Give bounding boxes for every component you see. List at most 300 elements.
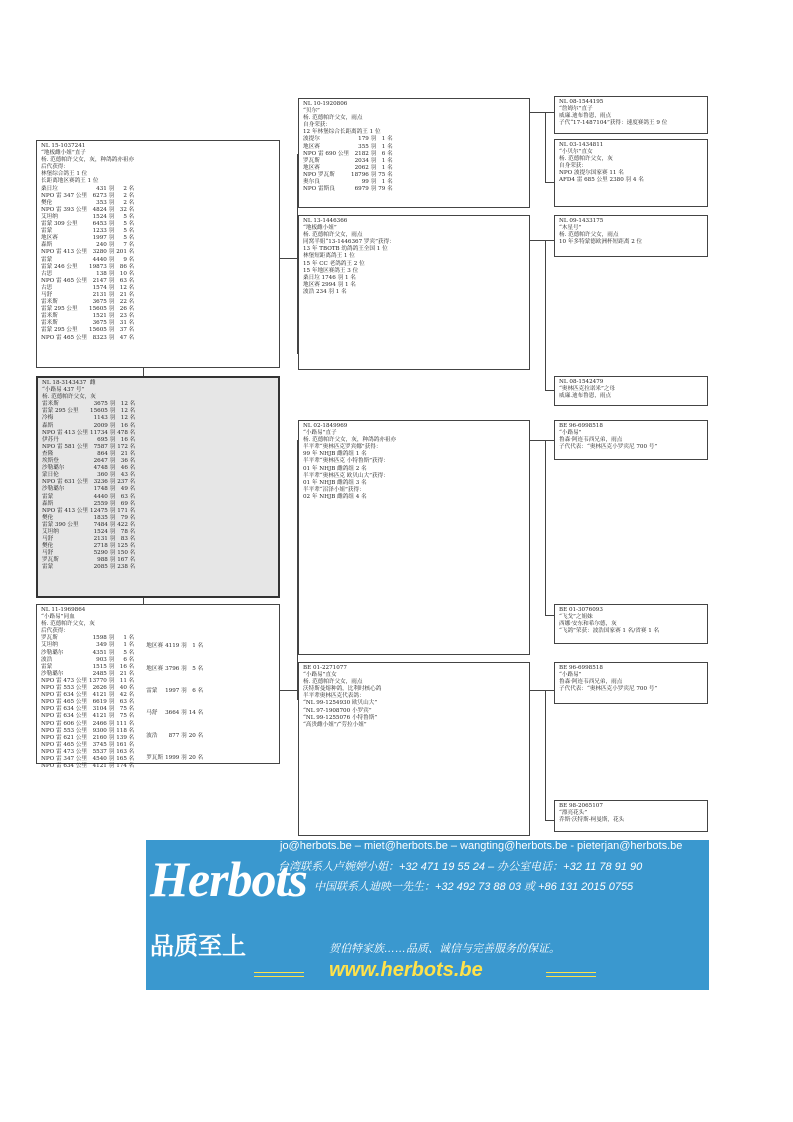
race-name: 雷蒙 (42, 564, 54, 571)
info-line: “詹姆尔”直子 (559, 106, 593, 113)
info-line: NL 08-1544195 (559, 99, 604, 105)
bird-count: 1233 羽 (92, 228, 115, 235)
placing: 75 名 (378, 171, 393, 178)
info-line: 林堡综合鸽王 1 位 (41, 171, 88, 178)
info-line: BE 01-3076093 (559, 607, 603, 613)
info-line: 杨. 范德帕许父女，灰 (42, 394, 96, 401)
bird-count: 2626 羽 (92, 685, 115, 692)
info-line: 13 年 TBOTB 幼鸽鸽王全国 1 位 (303, 246, 388, 253)
connector (545, 615, 554, 616)
result-row (42, 430, 137, 437)
info-line: “贝尔” (303, 108, 320, 115)
info-line: 地区赛 2994 羽 1 名 (303, 281, 356, 288)
bird-count: 1835 羽 (93, 514, 116, 521)
result-row (42, 515, 137, 522)
race-name: NPO 雷 465 公里 (41, 277, 88, 284)
race-name: NPO 雷 347 公里 (41, 192, 88, 199)
placing: 49 名 (120, 486, 136, 493)
placing: 21 名 (120, 450, 136, 457)
result-row (41, 264, 136, 271)
placing: 36 名 (120, 458, 136, 465)
race-name: 雷米斯 (41, 299, 58, 306)
connector (545, 440, 546, 615)
race-name: 古思 (41, 284, 53, 291)
connector (280, 690, 297, 691)
result-row (41, 642, 136, 649)
info-line: 乔斯·沃特斯-柯曼斯，花头 (559, 817, 625, 824)
info-line: 西娜·安东和希尔德，灰 (559, 621, 617, 628)
bird-count: 4351 羽 (92, 649, 115, 656)
result-row (41, 728, 136, 735)
race-name: 马舒 (42, 550, 54, 557)
result-row (41, 186, 136, 193)
bird-count: 8323 羽 (92, 334, 115, 341)
race-name: NPO 雷 413 公里 (42, 507, 89, 514)
result-row (42, 508, 137, 515)
placing: 32 名 (119, 206, 135, 213)
bird-count: 18796 羽 (351, 171, 377, 178)
info-line: NL 18-3143437 雌 (42, 380, 96, 386)
race-name: 马舒 (41, 291, 53, 298)
info-line: 杨. 范德帕许父女，灰 (559, 156, 613, 163)
placing: 7 名 (123, 242, 135, 249)
placing: 1 名 (381, 136, 393, 143)
placing: 1 名 (381, 157, 393, 164)
result-row (146, 703, 205, 725)
info-line: NL 08-1542479 (559, 379, 604, 385)
bird-count: 1997 羽 (92, 235, 115, 242)
race-name: 罗瓦斯 (303, 157, 320, 164)
bird-count: 2131 羽 (92, 291, 115, 298)
bird-count: 360 羽 (97, 472, 116, 479)
placing: 1 名 (192, 643, 204, 650)
placing: 172 名 (117, 443, 136, 450)
result-row (41, 763, 136, 770)
info-line: 杨. 范德帕许父女，雨点 (559, 232, 619, 239)
race-name: 伊苏丹 (42, 436, 59, 443)
race-name: NPO 雷 621 公里 (41, 734, 88, 741)
bird-count: 19873 羽 (89, 263, 115, 270)
bird-count: 903 羽 (96, 656, 115, 663)
race-name: 地区赛 (41, 235, 58, 242)
sss-info (559, 99, 703, 127)
race-name: 罗瓦斯 (42, 557, 59, 564)
bird-count: 6453 羽 (92, 221, 115, 228)
race-name: 雷蒙 (41, 663, 53, 670)
info-line: 15 年地区赛鸽王 3 位 (303, 267, 359, 274)
info-line: NL 11-1969864 (41, 607, 86, 613)
race-name: 雷米斯 (41, 313, 58, 320)
dam-sire-sire-card (554, 420, 708, 460)
contact-phone-china: 中国联系人迪映一先生：+32 492 73 88 03 或 +86 131 2015 0755 (314, 881, 634, 893)
info-line: 99 年 NHJB 雌鸽组 1 名 (303, 451, 367, 458)
connector (545, 820, 554, 821)
dam-info (41, 607, 275, 635)
connector (545, 182, 554, 183)
bird-count: 1524 羽 (93, 528, 116, 535)
info-line: 半平辈“奥林匹克 小特鲁斯”获得： (303, 458, 389, 465)
bird-count: 2647 羽 (93, 458, 116, 465)
placing: 12 名 (119, 284, 135, 291)
info-line: “小路易” (559, 672, 582, 679)
info-line: “NL 99-1254930 欧贝山大” (303, 700, 378, 707)
placing: 237 名 (117, 479, 136, 486)
bird-count: 2062 羽 (354, 164, 377, 171)
info-line: “奥林匹克拉诺米”之母 (559, 386, 616, 393)
placing: 20 名 (188, 755, 204, 762)
race-name: NPO 雷 631 公里 (42, 479, 89, 486)
placing: 78 名 (120, 528, 136, 535)
bird-count: 2559 羽 (93, 500, 116, 507)
result-row (41, 327, 136, 334)
sds-info (559, 218, 703, 246)
sire-sire-card (298, 98, 530, 208)
result-row (146, 635, 205, 657)
result-row (41, 671, 136, 678)
info-line: 半平辈“奥林匹克罗宾娜”获得： (303, 444, 382, 451)
race-name: 雷蒙 295 公里 (41, 327, 78, 334)
race-name: 罗瓦斯 (41, 635, 58, 642)
subject-info (42, 380, 274, 401)
race-name: 雷米斯 (41, 320, 58, 327)
info-line: 自身荣获： (559, 163, 587, 170)
bird-count: 15605 羽 (89, 306, 115, 313)
placing: 6 名 (381, 150, 393, 157)
placing: 167 名 (117, 557, 136, 564)
info-line: 波浩 234 羽 1 名 (303, 288, 347, 295)
result-row (42, 486, 137, 493)
placing: 5 名 (123, 221, 135, 228)
race-name: 蒙日伦 (42, 472, 59, 479)
race-name: 雷蒙 (41, 228, 53, 235)
result-row (41, 278, 136, 285)
race-name: 沙勒璐尔 (41, 670, 64, 677)
placing: 12 名 (120, 401, 136, 408)
race-name: NPO 雷 465 公里 (41, 741, 88, 748)
bird-count: 15605 羽 (89, 327, 115, 334)
race-name: 沙勒璐尔 (42, 465, 65, 472)
result-row (41, 292, 136, 299)
bird-count: 431 羽 (96, 185, 115, 192)
info-line: 子代代表：“奥林匹克小罗宾尼 700 号” (559, 444, 658, 451)
ddd-info (559, 803, 703, 824)
bird-count: 3745 羽 (92, 741, 115, 748)
info-line: 长距离地区赛鸽王 1 位 (41, 178, 99, 185)
connector (530, 690, 554, 691)
info-line: “小路易”直子 (303, 430, 337, 437)
result-row (41, 650, 136, 657)
placing: 5 名 (123, 649, 135, 656)
dam-results-table-b (146, 635, 205, 770)
placing: 139 名 (116, 734, 135, 741)
connector (530, 440, 554, 441)
sire-sire-dam-card (554, 139, 708, 207)
race-name: 艾坦纳 (41, 213, 58, 220)
race-name: 雷蒙 295 公里 (42, 408, 79, 415)
race-name: 波提尔 (303, 136, 320, 143)
bird-count: 4824 羽 (92, 206, 115, 213)
bird-count: 4440 羽 (93, 493, 116, 500)
info-line: “小贝尔”直女 (559, 149, 593, 156)
placing: 5 名 (123, 228, 135, 235)
website-link[interactable]: www.herbots.be (329, 959, 483, 981)
result-row (41, 235, 136, 242)
result-row (41, 249, 136, 256)
placing: 21 名 (119, 291, 135, 298)
bird-count: 3796 羽 (165, 665, 187, 672)
info-line: NL 10-1920806 (303, 101, 348, 107)
herbots-banner (146, 840, 709, 990)
race-name: 马舒 (146, 710, 158, 717)
placing: 163 名 (116, 748, 135, 755)
placing: 2 名 (123, 192, 135, 199)
bird-count: 1515 羽 (92, 663, 115, 670)
result-row (42, 564, 137, 571)
dam-dam-dam-card (554, 800, 708, 832)
result-row (41, 721, 136, 728)
race-name: 雷蒙 (146, 687, 158, 694)
race-name: NPO 雷 581 公里 (42, 443, 89, 450)
placing: 1 名 (123, 642, 135, 649)
result-row (41, 756, 136, 763)
info-line: BE 98-2065107 (559, 803, 603, 809)
info-line: 鲁森·阿连韦西兄弟，雨点 (559, 679, 623, 686)
race-name: 查隆 (42, 450, 54, 457)
bird-count: 3104 羽 (92, 706, 115, 713)
contact-phone-taiwan: 台湾联系人卢婉婷小姐：+32 471 19 55 24 – 办公室电话：+32 11 78 91 90 (278, 861, 643, 873)
dsd-info (559, 607, 703, 635)
placing: 1 名 (381, 164, 393, 171)
bird-count: 2009 羽 (93, 422, 116, 429)
result-row (303, 172, 395, 179)
placing: 1 名 (123, 635, 135, 642)
bird-count: 3675 羽 (93, 401, 116, 408)
race-name: NPO 雷 690 公里 (303, 150, 350, 157)
info-line: NPO 波提尔国家赛 11 名 (559, 170, 624, 177)
race-name: 地区赛 (146, 643, 164, 650)
result-row (303, 158, 395, 165)
info-line: 半平辈“奥林匹克 欧贝山大”获得： (303, 472, 389, 479)
race-name: NPO 雷 634 公里 (41, 763, 88, 770)
placing: 47 名 (119, 334, 135, 341)
placing: 201 名 (116, 249, 135, 256)
result-row (303, 165, 395, 172)
race-name: NPO 雷 634 公里 (41, 706, 88, 713)
bird-count: 1574 羽 (92, 284, 115, 291)
dam-sire-card (298, 420, 530, 655)
bird-count: 4119 羽 (165, 643, 187, 650)
info-line: “NL 97-1908700 小罗宾” (303, 707, 372, 714)
placing: 42 名 (119, 692, 135, 699)
placing: 118 名 (116, 727, 135, 734)
info-line: “漂亮花头” (559, 810, 588, 817)
placing: 10 名 (119, 270, 135, 277)
connector (545, 690, 546, 820)
race-name: 桑日垃 (41, 185, 58, 192)
placing: 111 名 (116, 720, 135, 727)
sdd-info (559, 379, 703, 400)
info-line: “小路易” (559, 430, 582, 437)
result-row (41, 271, 136, 278)
placing: 14 名 (188, 710, 204, 717)
placing: 125 名 (117, 543, 136, 550)
info-line: NL 13-1446366 (303, 218, 348, 224)
info-line: “NL 99-1255076 小特鲁斯” (303, 714, 378, 721)
placing: 2 名 (123, 199, 135, 206)
info-line: “飞戈”之姐妹 (559, 614, 593, 621)
result-row (42, 444, 137, 451)
bird-count: 1997 羽 (165, 687, 187, 694)
info-line: 威廉.迪布鲁恩，雨点 (559, 113, 612, 120)
placing: 238 名 (117, 564, 136, 571)
result-row (303, 151, 395, 158)
result-row (41, 749, 136, 756)
race-name: 马舒 (42, 536, 54, 543)
race-name: 雷蒙 309 公里 (41, 221, 78, 228)
race-name: NPO 罗瓦斯 (303, 171, 335, 178)
race-name: 冷梅 (42, 415, 54, 422)
info-line: “地板雌小姐”直子 (41, 150, 86, 157)
bird-count: 4440 羽 (92, 256, 115, 263)
race-name: 雷蒙 295 公里 (41, 306, 78, 313)
info-line: 02 年 NHJB 雌鸽组 4 名 (303, 493, 367, 500)
info-line: 子代“17-1487104”获得：速度赛鸽王 9 位 (559, 120, 668, 127)
dam-card (36, 604, 280, 770)
info-line: AFD4 雷 685 公里 2380 羽 4 名 (559, 177, 644, 184)
placing: 31 名 (119, 320, 135, 327)
dam-dam-info (303, 665, 525, 729)
info-line: NL 15-1037241 (41, 143, 86, 149)
bird-count: 349 羽 (96, 642, 115, 649)
result-row (42, 451, 137, 458)
info-line: 杨. 范德帕许父女，灰，种鸽鸽亦祖亦 (41, 157, 135, 164)
result-row (41, 193, 136, 200)
slogan: 品质至上 (150, 933, 246, 960)
bird-count: 1999 羽 (165, 755, 187, 762)
result-row (303, 186, 395, 193)
info-line: NL 09-1433175 (559, 218, 604, 224)
result-row (41, 257, 136, 264)
race-name: NPO 雷 465 公里 (41, 334, 88, 341)
dam-results-table-a (41, 635, 136, 770)
race-name: NPO 雷 413 公里 (41, 249, 88, 256)
bird-count: 5290 羽 (93, 550, 116, 557)
result-row (303, 144, 395, 151)
race-name: 古思 (41, 270, 53, 277)
race-name: NPO 雷 634 公里 (41, 692, 88, 699)
info-line: 10 年多特蒙德欧洲杯短距离 2 位 (559, 239, 643, 246)
info-line: “木星号” (559, 225, 582, 232)
placing: 5 名 (123, 213, 135, 220)
info-line: 12 年林堡综合长距离鸽王 1 位 (303, 129, 381, 136)
info-line: BE 96-6998518 (559, 665, 603, 671)
bird-count: 6979 羽 (354, 186, 377, 193)
result-row (42, 494, 137, 501)
placing: 6 名 (123, 656, 135, 663)
dam-sire-info (303, 423, 525, 501)
bird-count: 7587 羽 (93, 443, 116, 450)
info-line: 林堡短距离鸽王 1 位 (303, 253, 355, 260)
placing: 171 名 (117, 507, 136, 514)
bird-count: 2160 羽 (92, 734, 115, 741)
placing: 2 名 (123, 185, 135, 192)
result-row (146, 748, 205, 771)
result-row (146, 680, 205, 702)
race-name: 艾坦纳 (41, 642, 58, 649)
sire-dam-info (303, 218, 525, 296)
bird-count: 3664 羽 (165, 710, 187, 717)
info-line: 15 年 CC 老鸽鸽王 2 位 (303, 260, 365, 267)
connector (280, 258, 297, 259)
info-line: 01 年 NHJB 雌鸽组 2 名 (303, 465, 367, 472)
placing: 5 名 (123, 235, 135, 242)
bird-count: 4540 羽 (92, 755, 115, 762)
placing: 37 名 (119, 327, 135, 334)
placing: 23 名 (119, 313, 135, 320)
bird-count: 6273 羽 (92, 192, 115, 199)
result-row (42, 423, 137, 430)
contact-emails[interactable]: jo@herbots.be – miet@herbots.be – wangting@herbots.be - pieterjan@herbots.be (280, 840, 683, 852)
race-name: NPO 雷 413 公里 (42, 429, 89, 436)
result-row (42, 437, 137, 444)
info-line: 半平辈奥林匹克代表鸽： (303, 693, 365, 700)
bird-count: 695 羽 (97, 436, 116, 443)
race-name: NPO 雷 634 公里 (41, 713, 88, 720)
placing: 6 名 (192, 687, 204, 694)
info-line: 01 年 NHJB 雌鸽组 3 名 (303, 479, 367, 486)
bird-count: 138 羽 (96, 270, 115, 277)
sire-sire-info (303, 101, 525, 136)
bird-count: 988 羽 (97, 557, 116, 564)
decorative-dash-right (546, 972, 596, 977)
info-line: 桑日垃 1746 羽 1 名 (303, 274, 356, 281)
placing: 174 名 (116, 763, 135, 770)
bird-count: 1521 羽 (92, 313, 115, 320)
placing: 22 名 (119, 299, 135, 306)
race-name: NPO 雷 553 公里 (41, 727, 88, 734)
placing: 9 名 (123, 256, 135, 263)
sire-dam-sire-card (554, 215, 708, 257)
placing: 75 名 (119, 713, 135, 720)
race-name: NPO 雷 347 公里 (41, 755, 88, 762)
bird-count: 3280 羽 (92, 249, 115, 256)
race-name: 雷蒙 246 公里 (41, 263, 78, 270)
placing: 5 名 (192, 665, 204, 672)
connector (545, 390, 554, 391)
placing: 1 名 (381, 143, 393, 150)
race-name: 沙勒璐尔 (42, 486, 65, 493)
result-row (41, 221, 136, 228)
info-line: 鲁森·阿连韦西兄弟，雨点 (559, 437, 623, 444)
placing: 40 名 (119, 685, 135, 692)
placing: 86 名 (119, 263, 135, 270)
result-row (42, 415, 137, 422)
bird-count: 2718 羽 (93, 543, 116, 550)
race-name: NPO 雷斯良 (303, 186, 335, 193)
race-name: 波浩 (41, 656, 53, 663)
placing: 12 名 (120, 415, 136, 422)
placing: 79 名 (378, 186, 393, 193)
placing: 150 名 (117, 550, 136, 557)
result-row (41, 285, 136, 292)
bird-count: 353 羽 (96, 199, 115, 206)
sire-dam-card (298, 215, 530, 370)
bird-count: 3675 羽 (92, 320, 115, 327)
bird-count: 2147 羽 (92, 277, 115, 284)
dss-info (559, 423, 703, 451)
info-line: “地板雌小姐” (303, 225, 337, 232)
result-row (42, 501, 137, 508)
